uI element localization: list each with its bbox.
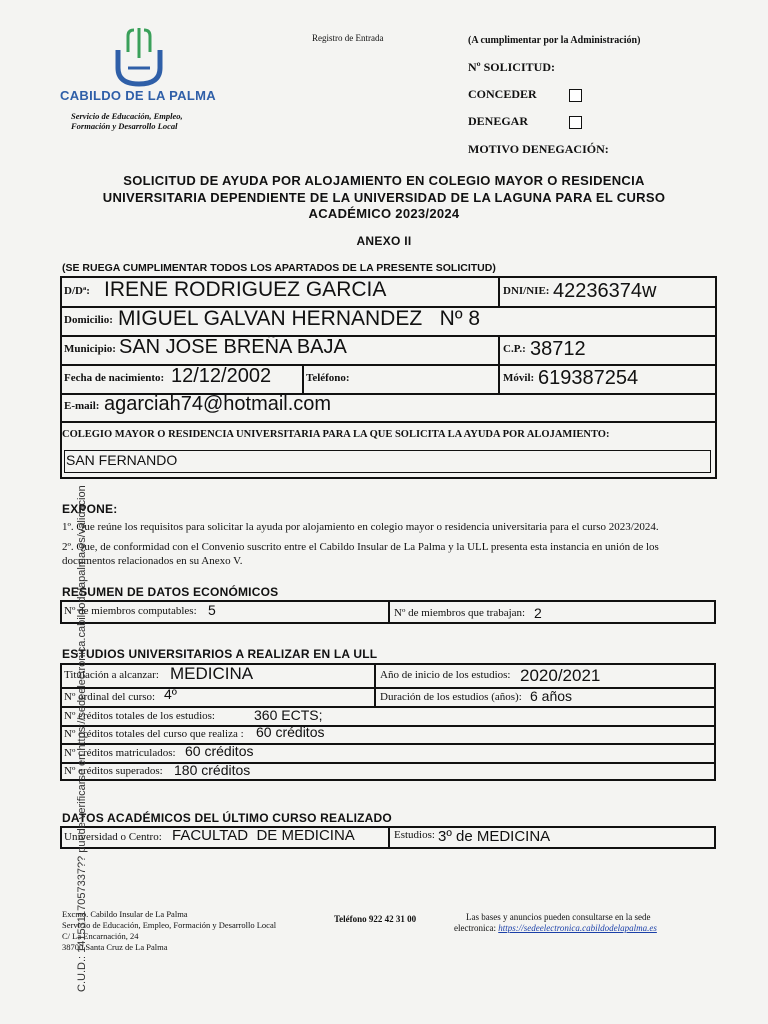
colegio-label: COLEGIO MAYOR O RESIDENCIA UNIVERSITARIA PARA LA QUE SOLICITA LA AYUDA POR ALOJAMIENTO: xyxy=(62,429,610,440)
footer-address-2: Servicio de Educación, Empleo, Formación y Desarrollo Local xyxy=(62,920,277,930)
col-divider xyxy=(498,335,500,365)
totales-value[interactable]: 360 ECTS; xyxy=(254,707,323,723)
col-divider xyxy=(388,600,390,624)
matriculados-value[interactable]: 60 créditos xyxy=(185,743,254,759)
row-divider xyxy=(60,762,716,764)
matriculados-label: Nº créditos matriculados: xyxy=(64,747,176,759)
row-divider xyxy=(60,743,716,745)
estudios-label: Estudios: xyxy=(394,829,435,841)
municipio-value[interactable]: SAN JOSE BREÑA BAJA xyxy=(119,336,347,358)
conceder-label: CONCEDER xyxy=(468,87,537,101)
expone-paragraph-2b: documentos relacionados en su Anexo V. xyxy=(62,555,243,567)
movil-label: Móvil: xyxy=(503,372,535,384)
fecha-label: Fecha de nacimiento: xyxy=(64,372,165,384)
footer-link-line xyxy=(454,923,657,933)
footer-address-4: 38700 Santa Cruz de La Palma xyxy=(62,942,168,952)
dni-label: DNI/NIE: xyxy=(503,285,550,297)
org-subtitle-2: Formación y Desarrollo Local xyxy=(71,121,178,131)
name-value[interactable]: IRENE RODRIGUEZ GARCIA xyxy=(104,278,387,301)
ordinal-value[interactable]: 4º xyxy=(164,686,177,702)
fecha-value[interactable]: 12/12/2002 xyxy=(171,365,272,387)
footer-bases: Las bases y anuncios pueden consultarse en la sede xyxy=(466,912,651,922)
ordinal-label: Nº ordinal del curso: xyxy=(64,691,156,703)
admin-note: (A cumplimentar por la Administración) xyxy=(468,35,641,46)
instruction-text: (SE RUEGA CUMPLIMENTAR TODOS LOS APARTADOS DE LA PRESENTE SOLICITUD) xyxy=(62,262,496,274)
denegar-checkbox[interactable] xyxy=(569,116,582,129)
economic-heading: RESUMEN DE DATOS ECONÓMICOS xyxy=(62,585,279,599)
domicilio-value[interactable]: MIGUEL GALVAN HERNANDEZ Nº 8 xyxy=(118,307,481,330)
sede-electronica-link[interactable]: https://sedeelectronica.cabildodelapalma.es xyxy=(498,923,657,933)
inicio-value[interactable]: 2020/2021 xyxy=(520,666,601,685)
footer-phone: Teléfono 922 42 31 00 xyxy=(334,914,417,924)
email-label: E-mail: xyxy=(64,400,100,412)
solicitud-label: Nº SOLICITUD: xyxy=(468,60,555,74)
cud-vertical-text: C.U.D.: 14153117057337?? puede verificarse en https://sedeelectronica.cabildodelapalma.es/validacion xyxy=(76,485,88,992)
duracion-value[interactable]: 6 años xyxy=(530,688,573,704)
centro-value[interactable]: FACULTAD DE MEDICINA xyxy=(172,827,355,844)
superados-value[interactable]: 180 créditos xyxy=(174,762,251,778)
telefono-label: Teléfono: xyxy=(306,372,350,384)
conceder-checkbox[interactable] xyxy=(569,89,582,102)
row-divider xyxy=(60,364,717,366)
org-subtitle-1: Servicio de Educación, Empleo, xyxy=(71,111,183,121)
colegio-value: SAN FERNANDO xyxy=(66,452,178,468)
curso-label: Nº créditos totales del curso que realiza : xyxy=(64,728,244,740)
footer-address-3: C/ La Encarnación, 24 xyxy=(62,931,139,941)
name-label: D/Dª: xyxy=(64,285,90,297)
trabajan-value[interactable]: 2 xyxy=(534,605,542,621)
cp-label: C.P.: xyxy=(503,343,526,355)
movil-value[interactable]: 619387254 xyxy=(538,367,639,389)
studies-heading: ESTUDIOS UNIVERSITARIOS A REALIZAR EN LA ULL xyxy=(62,647,378,661)
titulacion-label: Titulación a alcanzar: xyxy=(64,669,159,681)
municipio-label: Municipio: xyxy=(64,343,116,355)
trabajan-label: Nº de miembros que trabajan: xyxy=(394,607,526,619)
col-divider xyxy=(498,364,500,394)
cp-value[interactable]: 38712 xyxy=(530,338,586,360)
motivo-label: MOTIVO DENEGACIÓN: xyxy=(468,142,609,156)
registro-label: Registro de Entrada xyxy=(312,33,384,43)
expone-paragraph-1: 1º. Que reúne los requisitos para solicitar la ayuda por alojamiento en colegio mayor o residencia universitaria para el curso 2023/2024. xyxy=(62,521,659,533)
expone-paragraph-2a: 2º. Que, de conformidad con el Convenio suscrito entre el Cabildo Insular de La Palma y la ULL presenta esta instancia en unión de los xyxy=(62,541,659,553)
row-divider xyxy=(60,687,716,689)
totales-label: Nº créditos totales de los estudios: xyxy=(64,710,215,722)
row-divider xyxy=(60,706,716,708)
estudios-value[interactable]: 3º de MEDICINA xyxy=(438,828,551,845)
col-divider xyxy=(374,663,376,707)
email-value[interactable]: agarciah74@hotmail.com xyxy=(104,393,332,415)
expone-heading: EXPONE: xyxy=(62,502,118,516)
footer-address-1: Excmo. Cabildo Insular de La Palma xyxy=(62,909,188,919)
col-divider xyxy=(388,826,390,849)
denegar-label: DENEGAR xyxy=(468,114,529,128)
curso-value[interactable]: 60 créditos xyxy=(256,724,325,740)
annex-title: ANEXO II xyxy=(356,234,412,248)
duracion-label: Duración de los estudios (años): xyxy=(380,691,522,703)
row-divider xyxy=(60,421,717,423)
title-line-1: SOLICITUD DE AYUDA POR ALOJAMIENTO EN COLEGIO MAYOR O RESIDENCIA xyxy=(123,173,645,188)
titulacion-value[interactable]: MEDICINA xyxy=(170,664,254,683)
inicio-label: Año de inicio de los estudios: xyxy=(380,669,511,681)
cabildo-logo xyxy=(112,24,166,88)
title-line-2: UNIVERSITARIA DEPENDIENTE DE LA UNIVERSIDAD DE LA LAGUNA PARA EL CURSO xyxy=(102,190,666,205)
academic-heading: DATOS ACADÉMICOS DEL ÚLTIMO CURSO REALIZADO xyxy=(62,811,392,825)
row-divider xyxy=(60,725,716,727)
centro-label: Universidad o Centro: xyxy=(64,831,162,843)
col-divider xyxy=(302,364,304,394)
miembros-label: Nº de miembros computables: xyxy=(64,605,197,617)
dni-value[interactable]: 42236374w xyxy=(553,280,657,302)
title-line-3: ACADÉMICO 2023/2024 xyxy=(308,206,460,221)
org-name: CABILDO DE LA PALMA xyxy=(60,88,216,103)
miembros-value[interactable]: 5 xyxy=(208,602,216,618)
superados-label: Nº créditos superados: xyxy=(64,765,163,777)
domicilio-label: Domicilio: xyxy=(64,314,113,326)
col-divider xyxy=(498,276,500,307)
footer-link-prefix: electronica: xyxy=(454,923,499,933)
